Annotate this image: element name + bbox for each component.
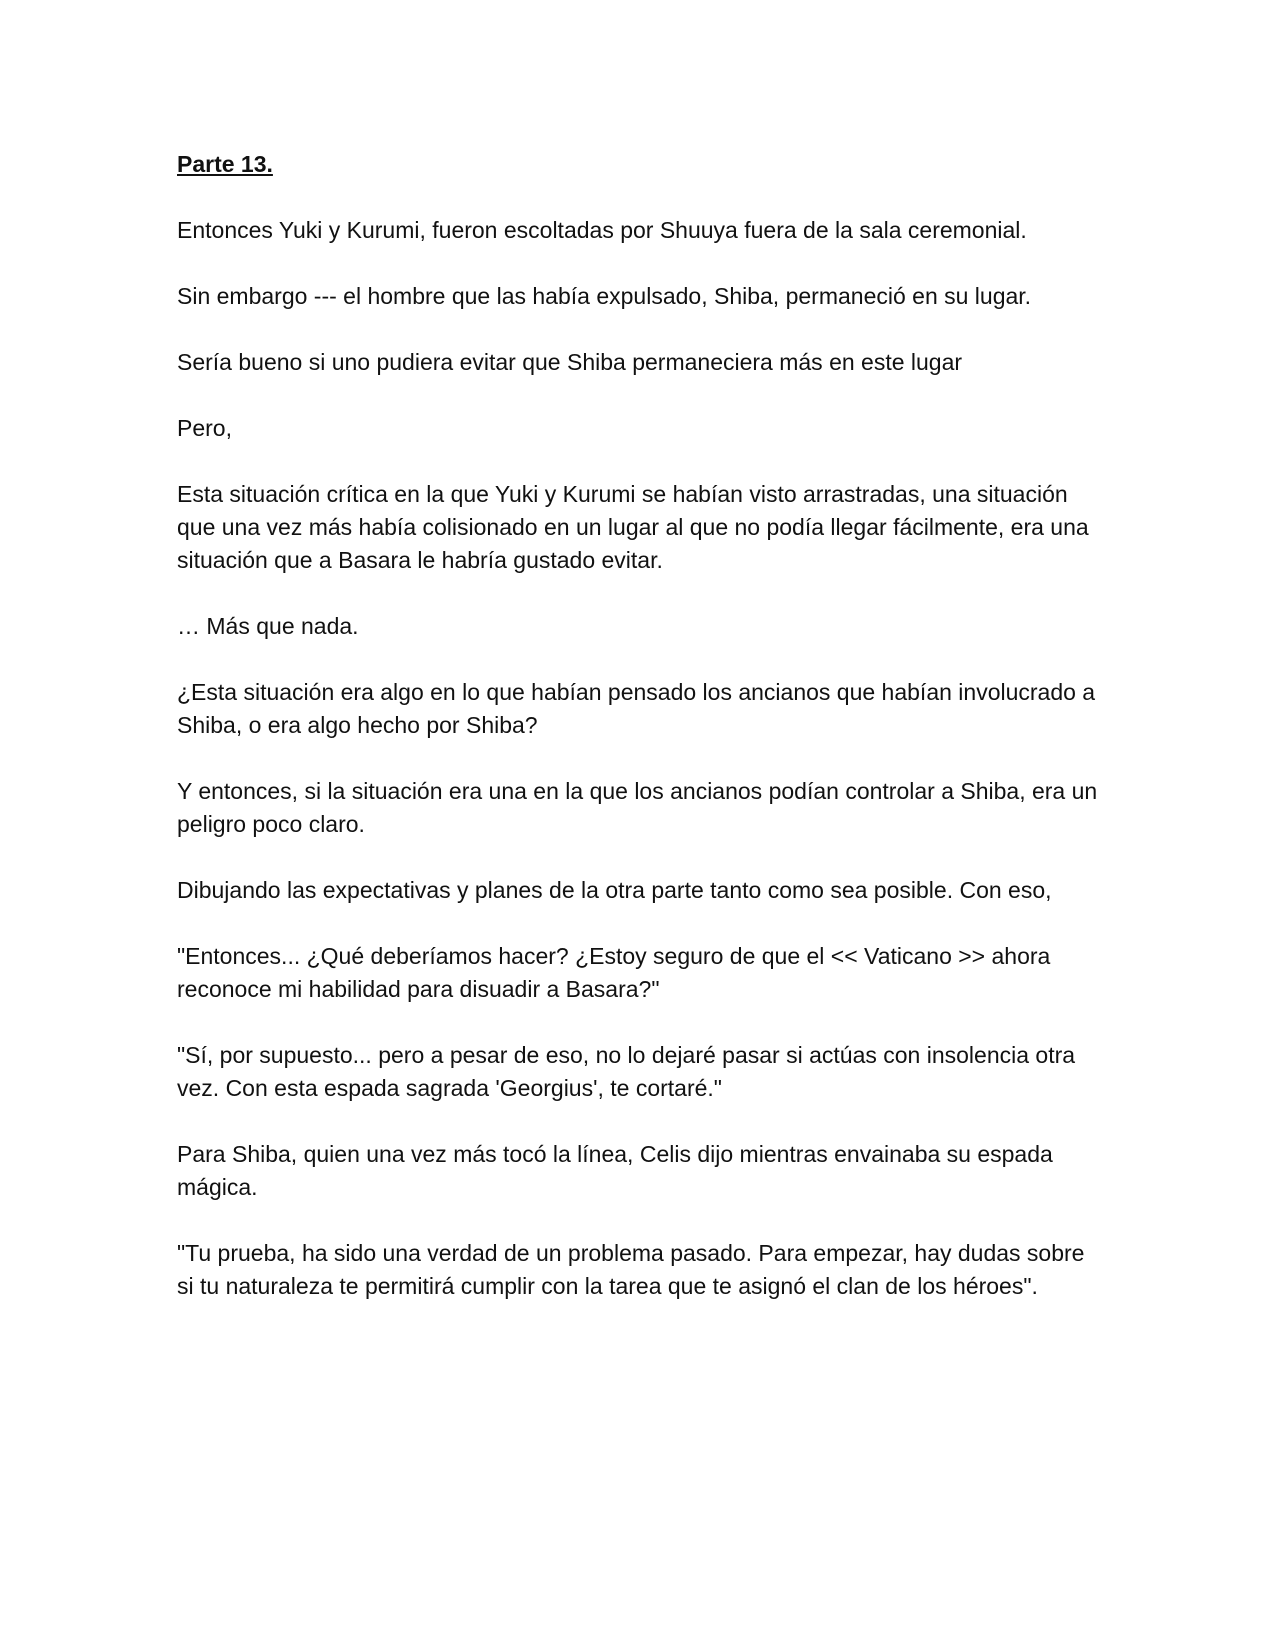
paragraph: … Más que nada. [177,613,359,639]
paragraph: Dibujando las expectativas y planes de la otra parte tanto como sea posible. Con eso, [177,877,1052,903]
paragraph: Y entonces, si la situación era una en la que los ancianos podían controlar a Shiba, era un peligro poco claro. [177,778,1098,837]
paragraph: Para Shiba, quien una vez más tocó la línea, Celis dijo mientras envainaba su espada mágica. [177,1141,1053,1200]
paragraph: Pero, [177,415,232,441]
document-body [177,148,1102,1303]
paragraph: Entonces Yuki y Kurumi, fueron escoltadas por Shuuya fuera de la sala ceremonial. [177,217,1027,243]
chapter-heading: Parte 13. [177,151,273,177]
paragraph: Sería bueno si uno pudiera evitar que Shiba permaneciera más en este lugar [177,349,963,375]
paragraph: Sin embargo --- el hombre que las había expulsado, Shiba, permaneció en su lugar. [177,283,1032,309]
paragraph: "Sí, por supuesto... pero a pesar de eso, no lo dejaré pasar si actúas con insolencia otra vez. Con esta espada sagrada 'Georgius', te cortaré." [177,1042,1076,1101]
paragraph: "Tu prueba, ha sido una verdad de un problema pasado. Para empezar, hay dudas sobre si tu naturaleza te permitirá cumplir con la tarea que te asignó el clan de los héroes". [177,1240,1085,1299]
paragraph: "Entonces... ¿Qué deberíamos hacer? ¿Estoy seguro de que el << Vaticano >> ahora reconoce mi habilidad para disuadir a Basara?" [177,943,1051,1002]
paragraph: ¿Esta situación era algo en lo que habían pensado los ancianos que habían involucrado a Shiba, o era algo hecho por Shiba? [177,679,1096,738]
paragraph: Esta situación crítica en la que Yuki y Kurumi se habían visto arrastradas, una situación que una vez más había colisionado en un lugar al que no podía llegar fácilmente, era una situación que a Basara le habría gustado evitar. [177,481,1089,573]
